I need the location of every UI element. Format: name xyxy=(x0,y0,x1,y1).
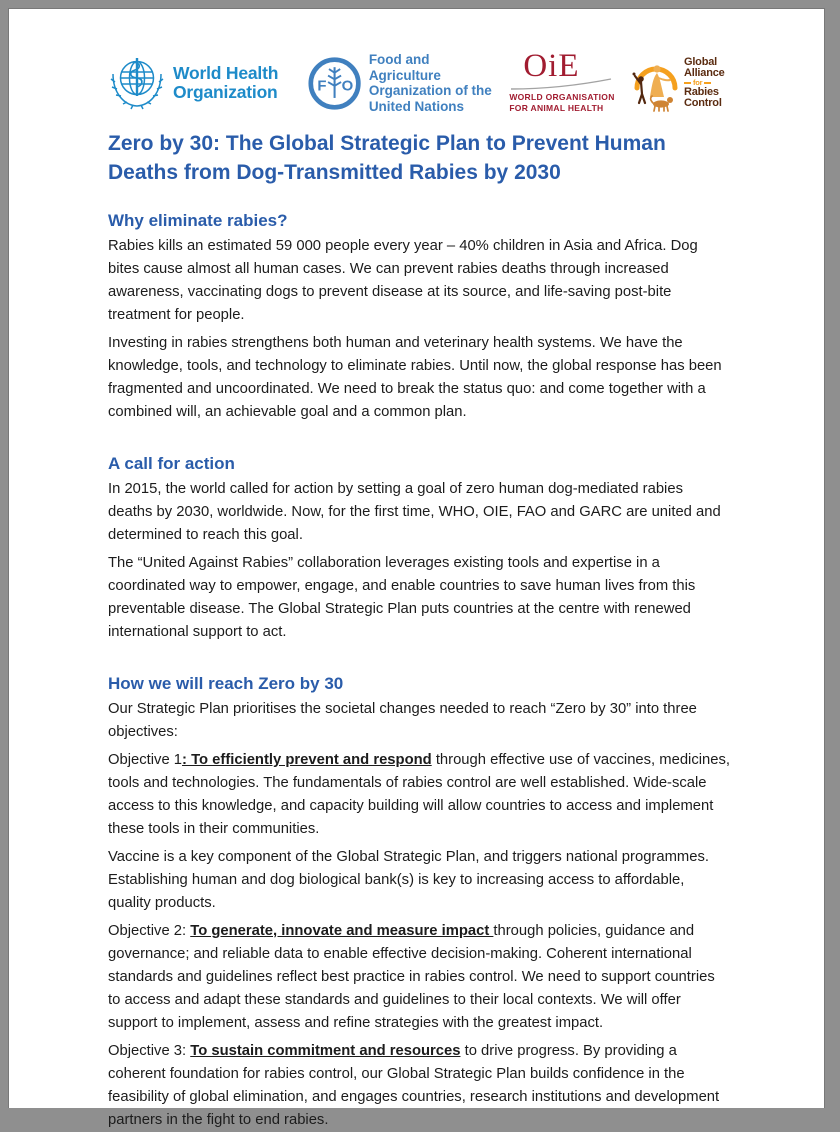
who-logo xyxy=(108,54,294,112)
oie-subtitle-line2: FOR ANIMAL HEALTH xyxy=(509,103,604,113)
paragraph: Investing in rabies strengthens both human and veterinary health systems. We have the knowledge, tools, and technology to eliminate rabies. Until now, the global response has been fragmented and uncoordinated. We need to break the status quo: and come together with a combined will, an achievable goal and a common plan. xyxy=(108,335,722,420)
objective-3-body: to drive progress. By providing a coherent foundation for rabies control, our Global Strategic Plan builds confidence in the feasibility of global elimination, and engages countries, research institutions and development partners in the fight to end rabies. xyxy=(108,1043,720,1128)
garc-for-label: for xyxy=(692,78,703,87)
garc-logo xyxy=(631,54,727,112)
fao-logo-text-line1: Food and Agriculture xyxy=(368,52,441,83)
svg-text:O: O xyxy=(341,76,353,94)
garc-text-line5: Control xyxy=(683,97,722,109)
paragraph: The “United Against Rabies” collaboration leverages existing tools and expertise in a coordinated way to empower, engage, and enable countries to save human lives from this preventable disease. The Global Strategic Plan puts countries at the centre with renewed international support to act. xyxy=(108,555,696,640)
fao-logo-text-line3: United Nations xyxy=(368,98,465,114)
document-page xyxy=(8,8,825,1128)
paragraph: Our Strategic Plan prioritises the societal changes needed to reach “Zero by 30” into three objectives: xyxy=(108,701,697,740)
logo-row xyxy=(108,48,727,114)
fao-logo-text-line2: Organization of the xyxy=(368,83,492,98)
oie-subtitle-line1: WORLD ORGANISATION xyxy=(509,92,615,102)
document-title: Zero by 30: The Global Strategic Plan to Prevent Human Deaths from Dog-Transmitted Rabies by 2030 xyxy=(108,132,666,184)
paragraph: Rabies kills an estimated 59 000 people every year – 40% children in Asia and Africa. Dog bites cause almost all human cases. We can prevent rabies deaths through increased awareness, vaccinating dogs to prevent disease at its source, and life-saving post-bite treatment for people. xyxy=(108,238,698,323)
section-heading-why: Why eliminate rabies? xyxy=(108,211,288,230)
objective-3-paragraph xyxy=(108,1040,730,1132)
garc-emblem-icon xyxy=(631,54,681,112)
section-how-we-reach xyxy=(108,674,730,1132)
objective-1-paragraph xyxy=(108,749,730,841)
objective-1-prefix: Objective 1 xyxy=(108,752,183,768)
who-logo-text-line1: World Health xyxy=(173,63,279,83)
who-emblem-icon xyxy=(108,54,166,112)
objective-1-emphasis: : To efficiently prevent and respond xyxy=(182,752,432,768)
objective-2-emphasis: To generate, innovate and measure impact xyxy=(190,923,494,939)
fao-emblem-icon xyxy=(308,55,361,112)
oie-wordmark: OiE xyxy=(523,48,580,84)
section-why-eliminate-rabies xyxy=(108,211,727,424)
objective-2-body: through policies, guidance and governance; and reliable data to enable effective decision-making. Coherent international standards and guidelines reflect best practice in rabies control. We need to support countries to access and adapt these standards and guidelines to their local contexts. We will offer support to implement, assess and refine strategies with the greatest impact. xyxy=(108,923,715,1031)
garc-text-line4: Rabies xyxy=(683,86,719,98)
svg-text:F: F xyxy=(316,76,327,94)
section-call-for-action xyxy=(108,454,727,644)
paragraph: Vaccine is a key component of the Global Strategic Plan, and triggers national programmes. Establishing human and dog biological bank(s) is key to increasing access to affordable, quality products. xyxy=(108,849,709,911)
section-heading-call: A call for action xyxy=(108,454,235,473)
objective-3-emphasis: To sustain commitment and resources xyxy=(190,1043,461,1059)
oie-logo xyxy=(509,48,617,114)
paragraph: In 2015, the world called for action by setting a goal of zero human dog-mediated rabies deaths by 2030, worldwide. Now, for the first time, WHO, OIE, FAO and GARC are united and determined to reach this goal. xyxy=(108,481,721,543)
garc-text-line2: Alliance xyxy=(683,67,725,79)
fao-logo xyxy=(308,52,496,114)
section-heading-how: How we will reach Zero by 30 xyxy=(108,674,344,693)
objective-1-body: through effective use of vaccines, medicines, tools and technologies. The fundamentals of rabies control are well established. Wide-scale access to this knowledge, and capacity building will allow countries to access and implement these tools in their communities. xyxy=(108,752,730,837)
objective-2-paragraph xyxy=(108,920,730,1035)
who-logo-text-line2: Organization xyxy=(173,82,278,102)
garc-dash-left xyxy=(684,82,691,84)
garc-text-line1: Global xyxy=(683,56,717,68)
objective-3-prefix: Objective 3: xyxy=(108,1043,191,1059)
objective-2-prefix: Objective 2: xyxy=(108,923,191,939)
garc-dash-right xyxy=(704,82,711,84)
